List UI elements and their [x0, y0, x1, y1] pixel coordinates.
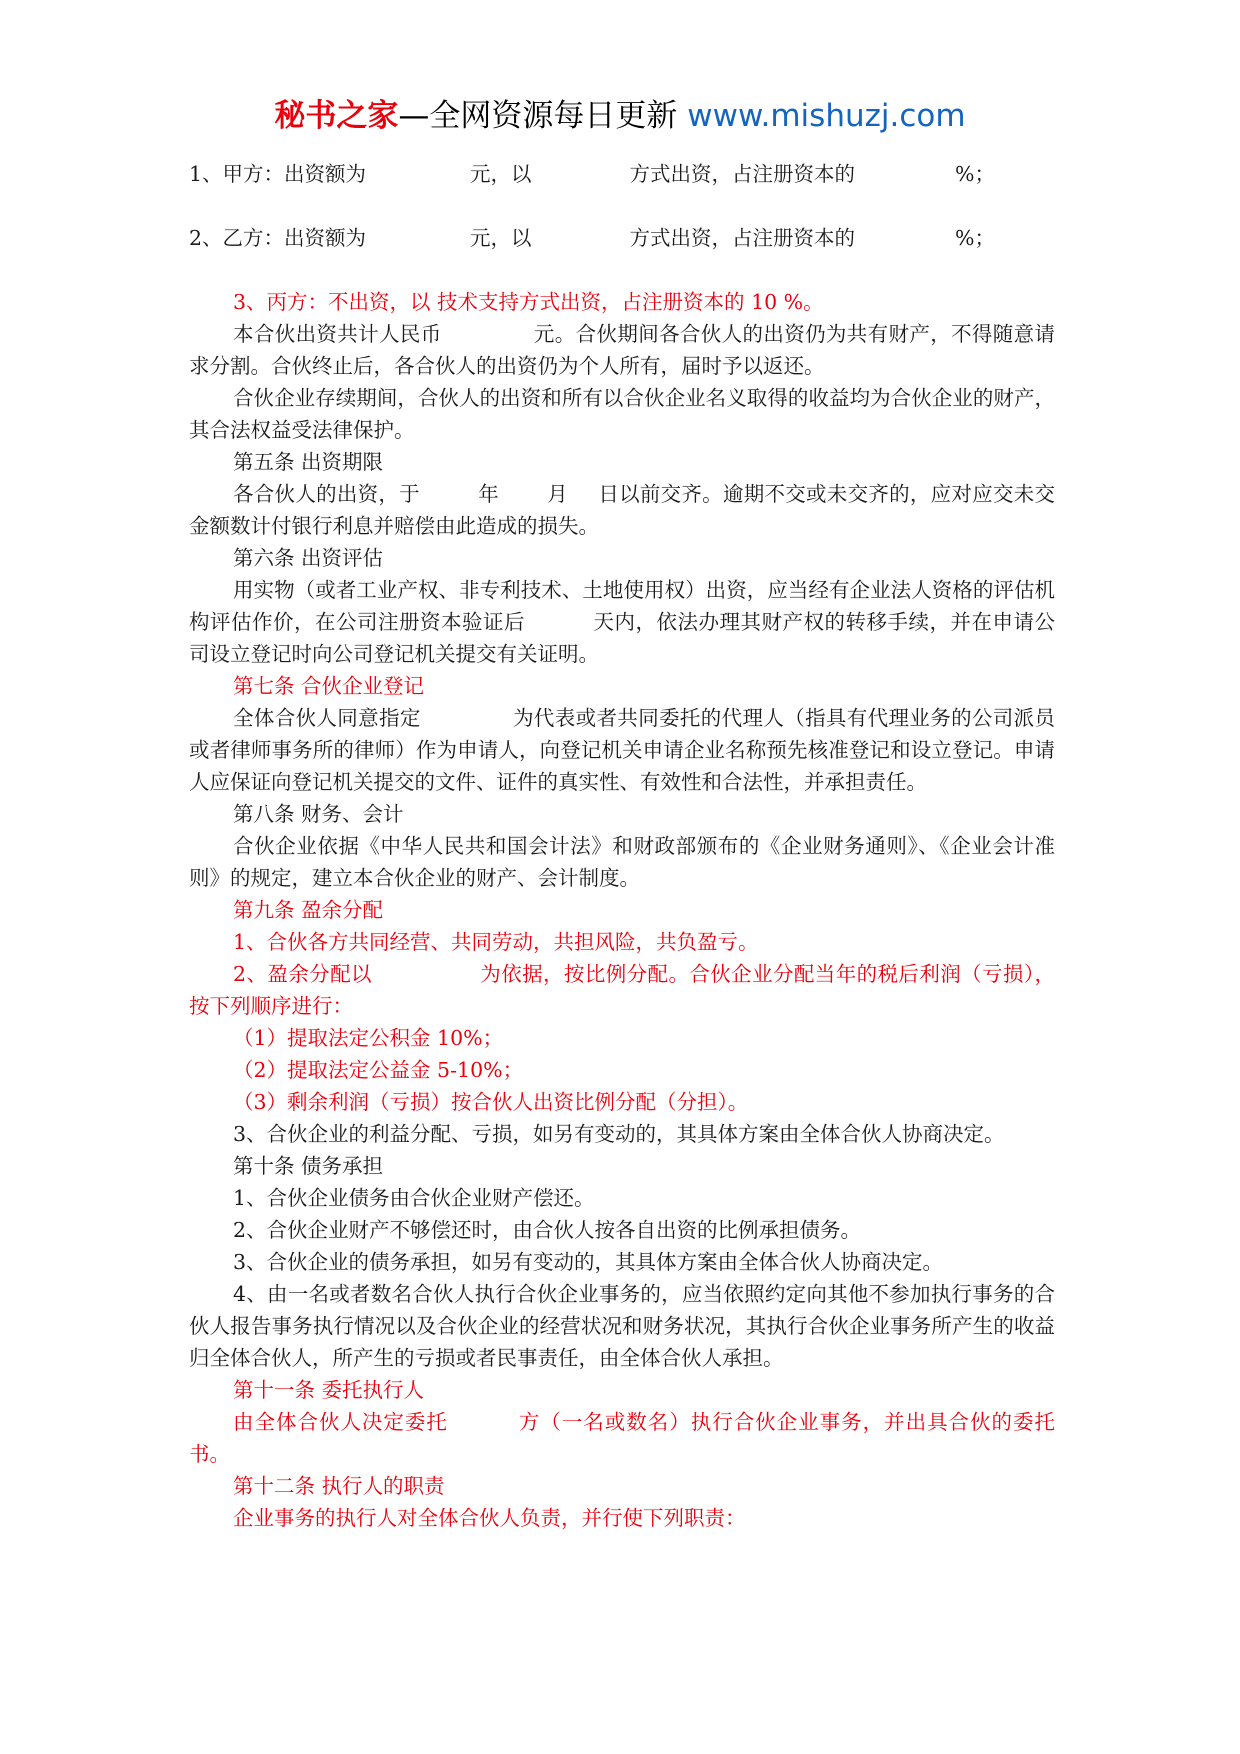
contribution-method: 方式出资，占注册资本的: [629, 162, 856, 186]
article-6-title: 第六条 出资评估: [233, 546, 384, 570]
article-11-title: 第十一条 委托执行人: [233, 1378, 425, 1402]
contribution-label: 1、甲方：出资额为: [189, 162, 367, 186]
article-11-body: 由全体合伙人决定委托 方（一名或数名）执行合伙企业事务，并出具合伙的委托书。: [189, 1410, 1056, 1466]
contribution-pct: %；: [955, 162, 996, 186]
article-10-item-1: 1、合伙企业债务由合伙企业财产偿还。: [233, 1186, 595, 1210]
header-brand: 秘书之家: [274, 98, 399, 134]
header-tagline: —全网资源每日更新: [398, 98, 678, 134]
paragraph-property: 合伙企业存续期间，合伙人的出资和所有以合伙企业名义取得的收益均为合伙企业的财产，其合法权益受法律保护。: [189, 386, 1055, 442]
site-header: [0, 96, 1240, 136]
article-5-title: 第五条 出资期限: [233, 450, 384, 474]
contribution-method: 方式出资，占注册资本的: [629, 226, 856, 250]
article-7-body: 全体合伙人同意指定 为代表或者共同委托的代理人（指具有代理业务的公司派员或者律师事务所的律师）作为申请人，向登记机关申请企业名称预先核准登记和设立登记。申请人应保证向登记机关提交的文件、证件的真实性、有效性和合法性，并承担责任。: [189, 706, 1056, 794]
paragraph-total: 本合伙出资共计人民币 元。合伙期间各合伙人的出资仍为共有财产，不得随意请求分割。合伙终止后，各合伙人的出资仍为个人所有，届时予以返还。: [189, 322, 1056, 378]
contribution-label: 2、乙方：出资额为: [189, 226, 367, 250]
article-8-title: 第八条 财务、会计: [233, 802, 404, 826]
contribution-party-a: [189, 158, 1055, 190]
contribution-party-b: [189, 222, 1055, 254]
article-7-title: 第七条 合伙企业登记: [233, 674, 425, 698]
contribution-pct: %；: [955, 226, 996, 250]
contribution-yuan: 元，以: [470, 226, 532, 250]
article-10-item-4: 4、由一名或者数名合伙人执行合伙企业事务的，应当依照约定向其他不参加执行事务的合伙人报告事务执行情况以及合伙企业的经营状况和财务状况，其执行合伙企业事务所产生的收益归全体合伙人，所产生的亏损或者民事责任，由全体合伙人承担。: [189, 1282, 1055, 1370]
article-10-item-3: 3、合伙企业的债务承担，如另有变动的，其具体方案由全体合伙人协商决定。: [233, 1250, 944, 1274]
article-12-body: 企业事务的执行人对全体合伙人负责，并行使下列职责：: [233, 1506, 746, 1530]
article-5-body: 各合伙人的出资，于 年 月 日以前交齐。逾期不交或未交齐的，应对应交未交金额数计付银行利息并赔偿由此造成的损失。: [189, 482, 1056, 538]
article-9-subitem-2: （2）提取法定公益金 5-10%；: [233, 1058, 524, 1082]
contribution-party-c: 3、丙方：不出资，以 技术支持方式出资，占注册资本的 10 %。: [233, 290, 824, 314]
article-9-subitem-3: （3）剩余利润（亏损）按合伙人出资比例分配（分担）。: [233, 1090, 749, 1114]
article-10-title: 第十条 债务承担: [233, 1154, 384, 1178]
article-9-title: 第九条 盈余分配: [233, 898, 384, 922]
article-6-body: 用实物（或者工业产权、非专利技术、土地使用权）出资，应当经有企业法人资格的评估机构评估作价，在公司注册资本验证后 天内，依法办理其财产权的转移手续，并在申请公司设立登记时向公司登记机关提交有关证明。: [189, 578, 1055, 666]
contribution-yuan: 元，以: [470, 162, 532, 186]
article-9-item-2: 2、盈余分配以 为依据，按比例分配。合伙企业分配当年的税后利润（亏损），按下列顺序进行：: [189, 962, 1056, 1018]
article-10-item-2: 2、合伙企业财产不够偿还时，由合伙人按各自出资的比例承担债务。: [233, 1218, 862, 1242]
article-9-item-1: 1、合伙各方共同经营、共同劳动，共担风险，共负盈亏。: [233, 930, 759, 954]
article-12-title: 第十二条 执行人的职责: [233, 1474, 445, 1498]
article-9-subitem-1: （1）提取法定公积金 10%；: [233, 1026, 504, 1050]
header-url-link[interactable]: www.mishuzj.com: [687, 98, 966, 134]
article-9-item-3: 3、合伙企业的利益分配、亏损，如另有变动的，其具体方案由全体合伙人协商决定。: [233, 1122, 1005, 1146]
document-body: [189, 158, 1055, 1534]
article-8-body: 合伙企业依据《中华人民共和国会计法》和财政部颁布的《企业财务通则》、《企业会计准则》的规定，建立本合伙企业的财产、会计制度。: [189, 834, 1055, 890]
